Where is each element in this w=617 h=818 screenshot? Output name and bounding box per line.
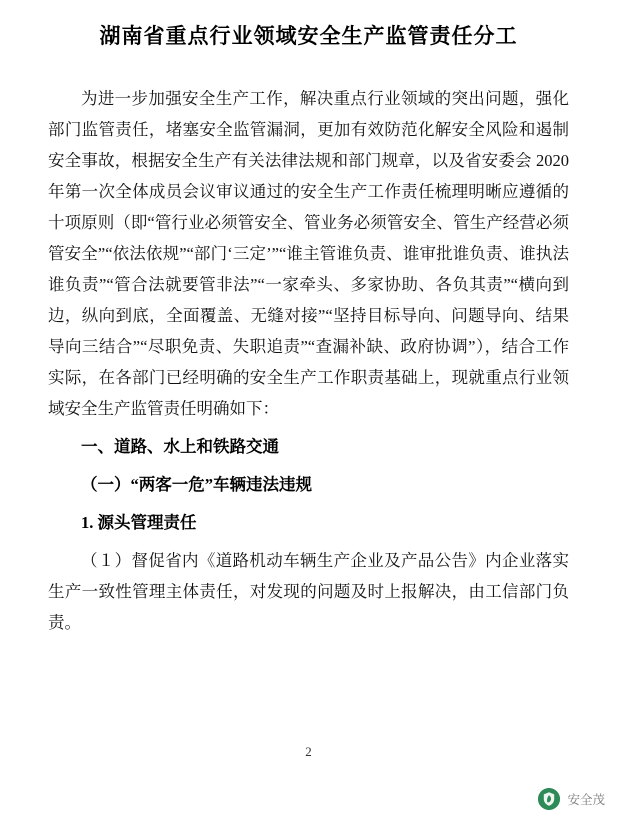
page-number: 2 [305,744,312,759]
paragraph-intro: 为进一步加强安全生产工作，解决重点行业领域的突出问题，强化部门监管责任，堵塞安全监管漏洞，更加有效防范化解安全风险和遏制安全事故，根据安全生产有关法律法规和部门规章，以及省安委会 2020 年第一次全体成员会议审议通过的安全生产工作责任梳理明晰应遵循的十项原则（即“管行业必须管安全、管业务必须管安全、管生产经营必须管安全”“依法依规”“部门‘三定’”“谁主管谁负责、谁审批谁负责、谁执法谁负责”“管合法就要管非法”“一家牵头、多家协助、各负其责”“横向到边，纵向到底，全面覆盖、无缝对接”“坚持目标导向、问题导向、结果导向三结合”“尽职免责、失职追责”“查漏补缺、政府协调”），结合工作实际，在各部门已经明确的安全生产工作职责基础上，现就重点行业领域安全生产监管责任明确如下： [48,89,569,419]
spacer [48,424,569,431]
heading-item-1: 1. 源头管理责任 [81,513,197,533]
footer-divider [0,781,617,782]
page-title: 湖南省重点行业领域安全生产监管责任分工 [99,24,518,48]
shield-leaf-icon [538,788,560,810]
heading-section-1: 一、道路、水上和铁路交通 [81,437,279,457]
spacer [48,500,569,507]
paragraph-item-1: （１）督促省内《道路机动车辆生产企业及产品公告》内企业落实生产一致性管理主体责任，对发现的问题及时上报解决，由工信部门负责。 [48,551,569,633]
spacer [48,538,569,545]
spacer [48,462,569,469]
document-page [0,22,617,818]
document-body [0,83,617,638]
footer-badge [538,788,605,810]
heading-subsection-1: （一）“两客一危”车辆违法违规 [81,475,312,495]
footer-badge-label: 安全茂 [567,793,605,807]
